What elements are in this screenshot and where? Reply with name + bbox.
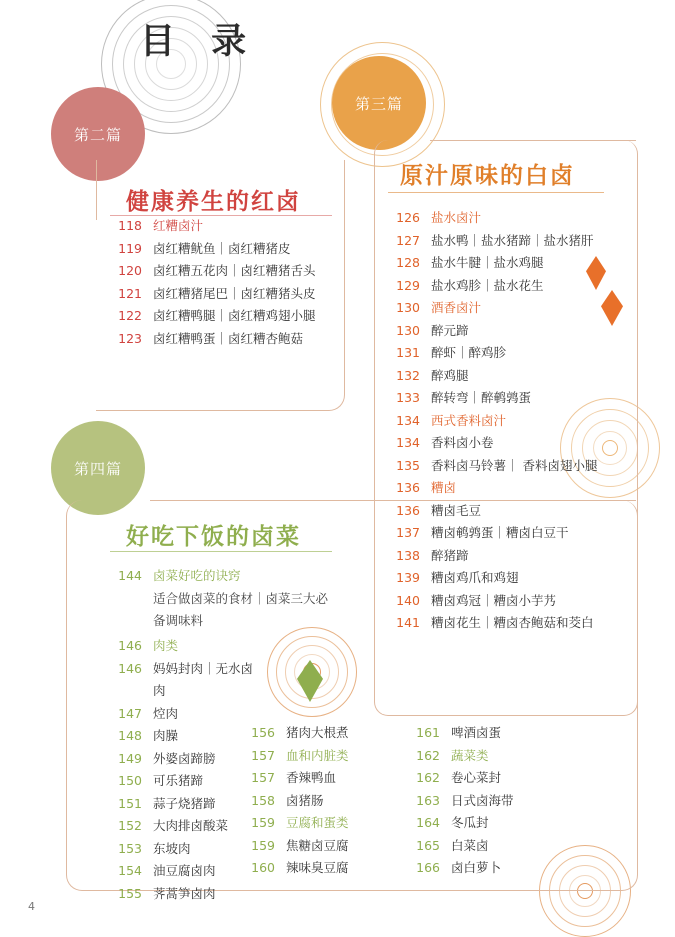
part4-intro — [112, 565, 340, 633]
toc-entry[interactable] — [390, 387, 634, 410]
toc-page-number: 132 — [396, 367, 420, 383]
toc-entry-label: 肉类 — [153, 638, 179, 653]
toc-page-number: 146 — [118, 638, 142, 653]
toc-entry-label: 醉转弯｜醉鹌鹑蛋 — [431, 390, 532, 405]
toc-entry[interactable] — [112, 725, 262, 748]
toc-entry[interactable] — [112, 883, 262, 906]
toc-entry-label: 糟卤鹌鹑蛋｜糟卤白豆干 — [431, 525, 569, 540]
toc-page-number: 126 — [396, 210, 420, 225]
toc-entry-label: 可乐猪蹄 — [153, 773, 204, 788]
toc-entry-label: 卤红糟五花肉｜卤红糟猪舌头 — [153, 263, 316, 278]
toc-page-number: 155 — [118, 885, 142, 901]
toc-entry[interactable] — [245, 722, 405, 745]
toc-entry-label: 香料卤小卷 — [431, 435, 494, 450]
toc-entry[interactable] — [390, 500, 634, 523]
part4-column-1 — [112, 635, 262, 905]
toc-entry[interactable] — [390, 590, 634, 613]
toc-entry-label: 糟卤 — [431, 480, 457, 495]
toc-entry-label: 大肉排卤酸菜 — [153, 818, 229, 833]
toc-entry-label: 外婆卤蹄膀 — [153, 750, 216, 766]
toc-entry[interactable] — [390, 230, 634, 253]
toc-entry[interactable] — [390, 567, 634, 590]
toc-entry[interactable] — [112, 748, 262, 771]
toc-page-number: 159 — [251, 837, 275, 853]
toc-page-number: 140 — [396, 592, 420, 608]
part2-frame-left — [96, 160, 98, 220]
toc-entry-label: 蒜子烧猪蹄 — [153, 795, 216, 811]
toc-entry-label: 西式香料卤汁 — [431, 412, 507, 428]
toc-entry[interactable] — [390, 320, 634, 343]
toc-entry-label: 荠蒿笋卤肉 — [153, 885, 216, 901]
toc-entry-label: 酒香卤汁 — [431, 300, 482, 315]
toc-entry-label: 卤红糟鸭蛋｜卤红糟杏鲍菇 — [153, 330, 304, 346]
toc-entry[interactable] — [245, 790, 405, 813]
toc-entry-label: 盐水鸭｜盐水猪蹄｜盐水猪肝 — [431, 232, 594, 248]
toc-entry-label: 猪肉大根煮 — [286, 725, 349, 740]
toc-entry-label: 盐水卤汁 — [431, 210, 482, 225]
toc-page-number: 134 — [396, 412, 420, 428]
toc-entry[interactable] — [245, 857, 405, 880]
toc-page-number: 128 — [396, 255, 420, 270]
toc-entry[interactable] — [390, 522, 634, 545]
toc-entry[interactable] — [112, 815, 262, 838]
toc-entry[interactable] — [410, 790, 570, 813]
toc-page-number: 146 — [118, 660, 142, 676]
toc-entry-label: 焢肉 — [153, 705, 179, 721]
toc-page-number: 152 — [118, 818, 142, 833]
page-folio: 4 — [28, 900, 35, 913]
toc-entry-label: 卤菜好吃的诀窍 — [153, 568, 241, 583]
toc-entry-label: 醉猪蹄 — [431, 547, 469, 563]
toc-entry[interactable] — [112, 793, 262, 816]
toc-page-number: 156 — [251, 725, 275, 740]
toc-entry-label: 东坡肉 — [153, 840, 191, 856]
toc-entry-label: 卤白萝卜 — [451, 860, 502, 875]
toc-page-number: 127 — [396, 232, 420, 248]
toc-entry-label: 盐水牛腱｜盐水鸡腿 — [431, 255, 544, 270]
toc-entry-label: 糟卤鸡冠｜糟卤小芋艿 — [431, 592, 557, 608]
toc-page-number: 166 — [416, 860, 440, 875]
toc-page-number: 130 — [396, 300, 420, 315]
badge-part-2-label: 第二篇 — [73, 125, 122, 144]
toc-entry[interactable] — [410, 857, 570, 880]
toc-entry[interactable] — [112, 658, 262, 703]
toc-entry-label: 卤红糟鸭腿｜卤红糟鸡翅小腿 — [153, 308, 316, 323]
toc-entry-label: 卷心菜封 — [451, 770, 502, 785]
toc-entry-label: 糟卤鸡爪和鸡翅 — [431, 570, 519, 585]
toc-page-number: 131 — [396, 345, 420, 360]
toc-page-number: 135 — [396, 457, 420, 473]
toc-page-number: 129 — [396, 277, 420, 293]
part3-rule — [388, 192, 604, 193]
part4-column-2 — [245, 722, 405, 880]
toc-entry[interactable] — [112, 260, 342, 283]
toc-entry-label: 豆腐和蛋类 — [286, 815, 349, 830]
toc-page-number: 120 — [118, 263, 142, 278]
toc-entry[interactable] — [390, 477, 634, 500]
toc-entry-label: 醉虾｜醉鸡胗 — [431, 345, 507, 360]
toc-entry[interactable] — [410, 722, 570, 745]
toc-entry[interactable] — [112, 283, 342, 306]
toc-entry-label: 白菜卤 — [451, 837, 489, 853]
toc-entry[interactable] — [390, 365, 634, 388]
part4-title: 好吃下饭的卤菜 — [126, 523, 301, 550]
toc-entry[interactable] — [410, 812, 570, 835]
toc-entry-label: 卤红糟鱿鱼｜卤红糟猪皮 — [153, 240, 291, 256]
toc-page-number: 148 — [118, 728, 142, 743]
toc-entry-label: 香料卤马铃薯｜ 香料卤翅小腿 — [431, 457, 598, 473]
toc-entry-label: 卤猪肠 — [286, 792, 324, 808]
toc-page-number: 157 — [251, 770, 275, 785]
toc-entry-label: 啤酒卤蛋 — [451, 725, 502, 740]
toc-entry[interactable] — [410, 767, 570, 790]
toc-page-number: 122 — [118, 308, 142, 323]
part2-title: 健康养生的红卤 — [126, 188, 301, 215]
toc-entry-label: 糟卤毛豆 — [431, 502, 482, 518]
toc-page-number: 136 — [396, 502, 420, 518]
toc-page-number: 139 — [396, 570, 420, 585]
part4-rule — [110, 551, 332, 552]
toc-page-number: 144 — [118, 568, 142, 583]
toc-entry-label: 糟卤花生｜糟卤杏鲍菇和茭白 — [431, 615, 594, 630]
badge-part-3-label: 第三篇 — [354, 94, 403, 113]
badge-part-4-label: 第四篇 — [73, 459, 122, 478]
part4-column-3 — [410, 722, 570, 880]
toc-entry-label: 辣味臭豆腐 — [286, 860, 349, 875]
toc-page-number: 151 — [118, 795, 142, 811]
toc-page-number: 136 — [396, 480, 420, 495]
toc-entry[interactable] — [410, 745, 570, 768]
toc-entry[interactable] — [390, 207, 634, 230]
toc-page-number: 162 — [416, 770, 440, 785]
toc-entry[interactable] — [390, 612, 634, 635]
toc-page-number: 133 — [396, 390, 420, 405]
toc-entry[interactable] — [390, 432, 634, 455]
toc-entry-label: 血和内脏类 — [286, 747, 349, 763]
toc-page-number: 164 — [416, 815, 440, 830]
toc-page-number: 158 — [251, 792, 275, 808]
toc-page-number: 123 — [118, 330, 142, 346]
toc-entry[interactable] — [112, 305, 342, 328]
toc-entry[interactable] — [390, 545, 634, 568]
toc-entry[interactable] — [112, 860, 262, 883]
part3-frame-top-right — [430, 140, 636, 142]
toc-entry-label: 香辣鸭血 — [286, 770, 337, 785]
page-title: 目 录 — [140, 21, 259, 62]
toc-page-number: 141 — [396, 615, 420, 630]
toc-entry[interactable] — [245, 812, 405, 835]
toc-page-number: 153 — [118, 840, 142, 856]
toc-page-number: 138 — [396, 547, 420, 563]
toc-entry-label: 卤红糟猪尾巴｜卤红糟猪头皮 — [153, 285, 316, 301]
toc-page-number: 161 — [416, 725, 440, 740]
toc-entry[interactable] — [112, 565, 340, 588]
toc-entry-label: 焦糖卤豆腐 — [286, 837, 349, 853]
toc-page-number: 119 — [118, 240, 142, 256]
toc-entry[interactable] — [245, 767, 405, 790]
toc-page-number: 137 — [396, 525, 420, 540]
toc-entry-label: 日式卤海带 — [451, 792, 514, 808]
part2-list — [112, 215, 342, 350]
toc-entry[interactable] — [112, 238, 342, 261]
toc-page-number: 118 — [118, 218, 142, 233]
toc-page-number: 165 — [416, 837, 440, 853]
toc-entry[interactable] — [112, 328, 342, 351]
toc-page-number: 149 — [118, 750, 142, 766]
part3-title: 原汁原味的白卤 — [400, 162, 575, 189]
toc-entry[interactable] — [245, 745, 405, 768]
toc-entry-label: 油豆腐卤肉 — [153, 863, 216, 878]
toc-entry-label: 红糟卤汁 — [153, 218, 204, 233]
badge-part-3 — [332, 56, 426, 150]
toc-page-number: 121 — [118, 285, 142, 301]
toc-entry-detail-label: 适合做卤菜的食材｜卤菜三大必备调味料 — [153, 590, 329, 628]
toc-page-number: 162 — [416, 747, 440, 763]
toc-entry[interactable] — [112, 770, 262, 793]
toc-entry[interactable] — [390, 342, 634, 365]
toc-entry-label: 冬瓜封 — [451, 815, 489, 830]
toc-entry[interactable] — [410, 835, 570, 858]
toc-entry[interactable] — [112, 838, 262, 861]
toc-page-number: 147 — [118, 705, 142, 721]
toc-entry-label: 醉鸡腿 — [431, 367, 469, 383]
toc-entry[interactable] — [112, 215, 342, 238]
toc-entry[interactable] — [390, 455, 634, 478]
toc-entry-label: 肉臊 — [153, 728, 179, 743]
toc-entry-label: 盐水鸡胗｜盐水花生 — [431, 277, 544, 293]
toc-entry[interactable] — [112, 635, 262, 658]
toc-page-number: 134 — [396, 435, 420, 450]
toc-entry-detail — [112, 588, 340, 633]
toc-page-number: 154 — [118, 863, 142, 878]
toc-page-number: 157 — [251, 747, 275, 763]
toc-page-number: 163 — [416, 792, 440, 808]
toc-entry[interactable] — [112, 703, 262, 726]
toc-entry[interactable] — [245, 835, 405, 858]
toc-page-number: 130 — [396, 322, 420, 338]
toc-entry[interactable] — [390, 410, 634, 433]
toc-page-number: 160 — [251, 860, 275, 875]
toc-entry[interactable] — [390, 297, 634, 320]
toc-entry-label: 醉元蹄 — [431, 322, 469, 338]
toc-entry-label: 妈妈封肉｜无水卤肉 — [153, 660, 254, 698]
toc-entry-label: 蔬菜类 — [451, 747, 489, 763]
toc-page-number: 159 — [251, 815, 275, 830]
toc-page-number: 150 — [118, 773, 142, 788]
